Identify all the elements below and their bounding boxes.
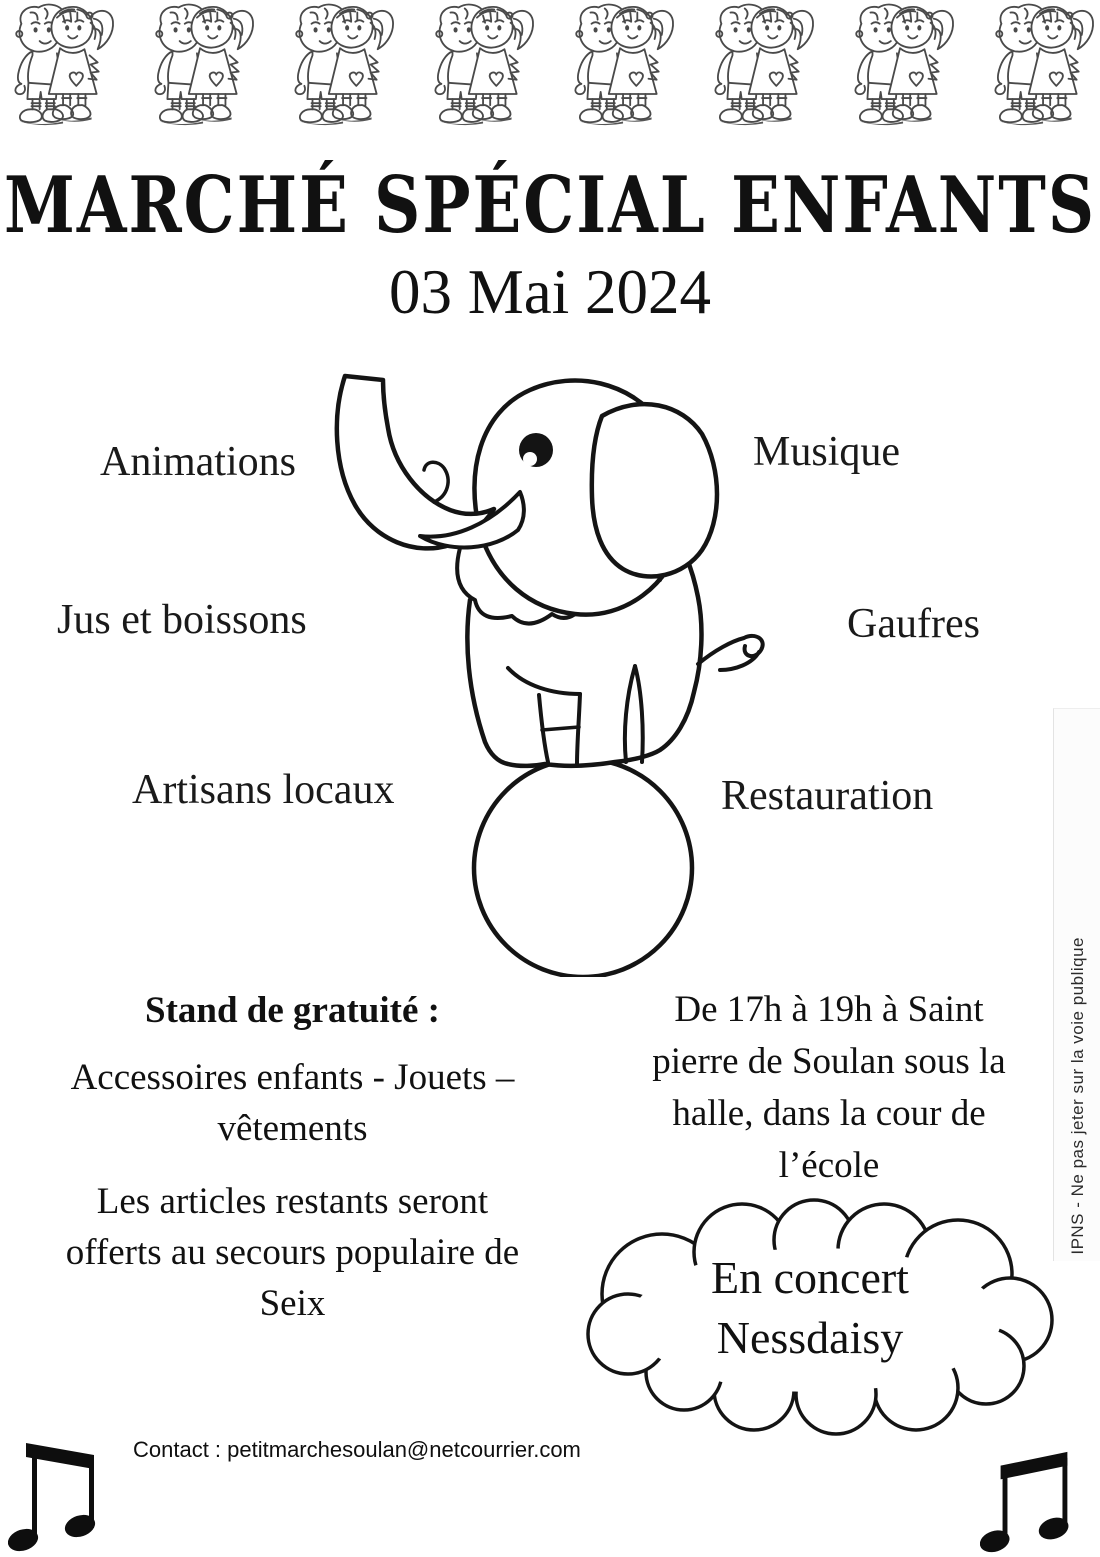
free-stand-items-line: Accessoires enfants - Jouets – — [70, 1057, 515, 1098]
free-stand-section — [15, 985, 570, 1329]
feature-label-jus-et-boissons: Jus et boissons — [57, 597, 307, 643]
feature-label-artisans-locaux: Artisans locaux — [132, 767, 395, 813]
feature-label-gaufres: Gaufres — [847, 601, 980, 647]
free-stand-items-line: vêtements — [217, 1108, 368, 1149]
elephant-on-ball-icon — [330, 352, 780, 977]
print-notice-text: IPNS - Ne pas jeter sur la voie publique — [1068, 937, 1087, 1255]
free-stand-note-line: offerts au secours populaire de — [65, 1232, 520, 1273]
concert-announcement — [650, 1248, 970, 1368]
children-pair-clipart-icon — [284, 2, 396, 130]
schedule-line: De 17h à 19h à Saint — [674, 989, 984, 1030]
music-notes-icon — [980, 1446, 1086, 1556]
feature-label-musique: Musique — [753, 429, 900, 475]
schedule-line: halle, dans la cour de — [672, 1093, 986, 1134]
children-pair-clipart-icon — [704, 2, 816, 130]
event-date: 03 Mai 2024 — [389, 257, 711, 327]
print-notice-strip — [1053, 708, 1100, 1261]
feature-label-animations: Animations — [100, 439, 296, 485]
children-pair-clipart-icon — [564, 2, 676, 130]
children-pair-clipart-icon — [844, 2, 956, 130]
children-pair-clipart-icon — [4, 2, 116, 130]
children-pair-clipart-icon — [424, 2, 536, 130]
schedule-line: pierre de Soulan sous la — [652, 1041, 1006, 1082]
schedule-line: l’école — [778, 1145, 880, 1186]
contact-email-line: Contact : petitmarchesoulan@netcourrier.com — [133, 1437, 581, 1462]
children-pair-clipart-icon — [144, 2, 256, 130]
free-stand-heading: Stand de gratuité : — [145, 990, 440, 1031]
children-clipart-row — [0, 2, 1100, 134]
children-pair-clipart-icon — [984, 2, 1096, 130]
concert-line: Nessdaisy — [716, 1312, 904, 1363]
poster-title: MARCHÉ SPÉCIAL ENFANTS — [3, 160, 1097, 252]
free-stand-note-line: Les articles restants seront — [96, 1181, 489, 1222]
concert-line: En concert — [711, 1252, 909, 1303]
free-stand-note-line: Seix — [259, 1283, 326, 1324]
feature-label-restauration: Restauration — [721, 773, 934, 819]
schedule-section — [615, 984, 1043, 1192]
music-notes-icon — [8, 1437, 114, 1555]
